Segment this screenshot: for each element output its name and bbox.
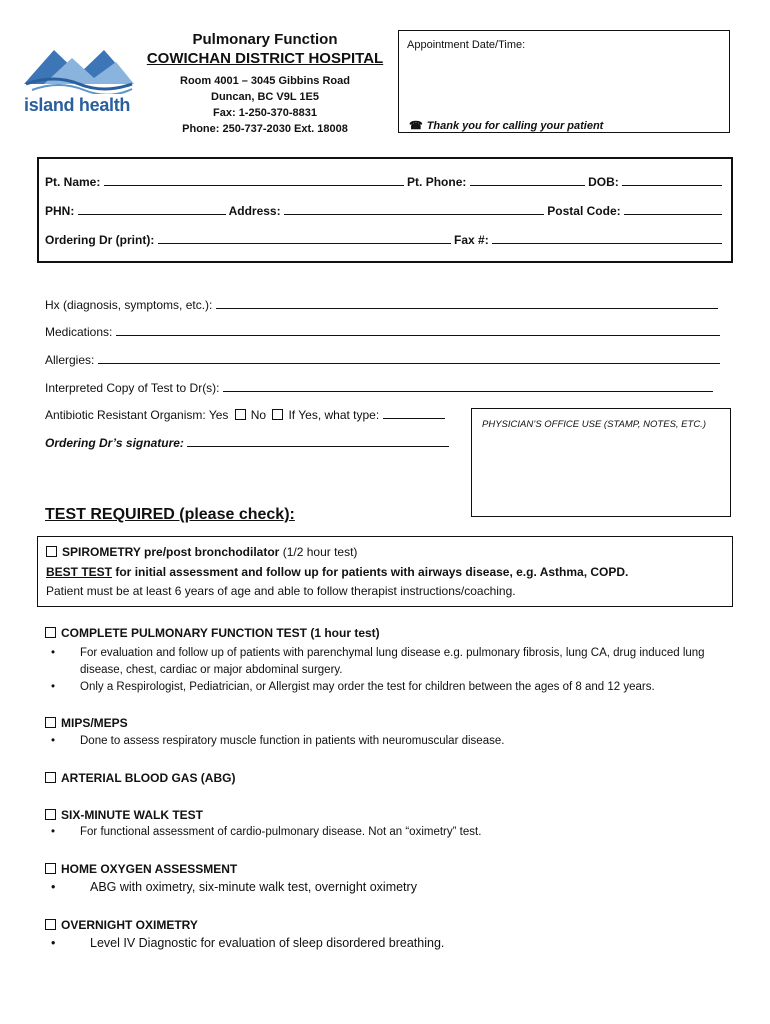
- dob-field[interactable]: [622, 173, 722, 186]
- header-info: [140, 30, 390, 137]
- island-health-logo: [24, 44, 139, 116]
- six-minute-walk-section: [45, 808, 725, 838]
- postal-code-label: Postal Code:: [547, 204, 621, 218]
- overnight-oximetry-section: [45, 918, 725, 950]
- dob-label: DOB:: [588, 175, 619, 189]
- aro-no-label: No: [250, 408, 267, 422]
- test-required-heading: TEST REQUIRED (please check):: [45, 506, 295, 523]
- mips-meps-section: [45, 716, 725, 747]
- abg-title: ARTERIAL BLOOD GAS (ABG): [61, 771, 236, 785]
- overnight-oximetry-checkbox[interactable]: [45, 919, 56, 930]
- home-oxygen-section: [45, 862, 725, 894]
- mips-meps-bullet: • Done to assess respiratory muscle function in patients with neuromuscular disease.: [45, 735, 725, 747]
- spirometry-box: [37, 536, 733, 607]
- physician-office-label: PHYSICIAN’S OFFICE USE (STAMP, NOTES, ETC.): [482, 419, 706, 430]
- fax-label: Fax #:: [454, 233, 489, 247]
- spirometry-duration: (1/2 hour test): [282, 545, 358, 559]
- complete-pft-bullet-2: • Only a Respirologist, Pediatrician, or Allergist may order the test for children between the ages of 8 and 12 years.: [45, 679, 725, 696]
- aro-type-field[interactable]: [383, 406, 445, 419]
- abg-checkbox[interactable]: [45, 772, 56, 783]
- mips-meps-checkbox[interactable]: [45, 717, 56, 728]
- address-label: Address:: [228, 204, 281, 218]
- six-minute-walk-bullet: • For functional assessment of cardio-pulmonary disease. Not an “oximetry” test.: [45, 826, 725, 838]
- thank-you-note: [409, 119, 603, 132]
- home-oxygen-checkbox[interactable]: [45, 863, 56, 874]
- page-title: Pulmonary Function: [192, 31, 338, 48]
- spirometry-title: SPIROMETRY pre/post bronchodilator: [62, 545, 280, 559]
- allergies-field[interactable]: [98, 351, 720, 364]
- aro-label: Antibiotic Resistant Organism: Yes: [45, 408, 229, 422]
- allergies-label: Allergies:: [45, 353, 95, 367]
- six-minute-walk-checkbox[interactable]: [45, 809, 56, 820]
- ordering-dr-field[interactable]: [158, 231, 451, 244]
- aro-type-label: If Yes, what type:: [288, 408, 380, 422]
- fax-number: Fax: 1-250-370-8831: [213, 107, 317, 119]
- complete-pft-title: COMPLETE PULMONARY FUNCTION TEST (1 hour test): [61, 626, 380, 640]
- overnight-oximetry-title: OVERNIGHT OXIMETRY: [61, 918, 198, 932]
- abg-section: [45, 771, 235, 785]
- signature-label: Ordering Dr’s signature:: [45, 436, 184, 450]
- patient-phone-label: Pt. Phone:: [407, 175, 467, 189]
- interpreted-copy-field[interactable]: [223, 379, 713, 392]
- thank-you-text: Thank you for calling your patient: [426, 120, 604, 132]
- patient-info-box: [37, 157, 733, 263]
- hospital-name: COWICHAN DISTRICT HOSPITAL: [146, 50, 384, 67]
- ordering-dr-label: Ordering Dr (print):: [45, 233, 155, 247]
- physician-office-box[interactable]: [471, 408, 731, 517]
- complete-pft-bullet-1: • For evaluation and follow up of patients with parenchymal lung disease e.g. pulmonary fibrosis, lung CA, drug induced lung disease, chest, cardiac or major abdominal surgery.: [45, 645, 725, 679]
- six-minute-walk-title: SIX-MINUTE WALK TEST: [61, 808, 203, 822]
- medications-field[interactable]: [116, 323, 720, 336]
- mips-meps-title: MIPS/MEPS: [61, 716, 128, 730]
- mountain-logo-icon: [24, 44, 134, 94]
- phn-field[interactable]: [78, 202, 226, 215]
- complete-pft-section: [45, 626, 725, 696]
- postal-code-field[interactable]: [624, 202, 722, 215]
- phone-icon: ☎: [409, 120, 423, 132]
- patient-phone-field[interactable]: [470, 173, 585, 186]
- hx-label: Hx (diagnosis, symptoms, etc.):: [45, 298, 213, 312]
- logo-text: island health: [24, 95, 131, 115]
- patient-name-field[interactable]: [104, 173, 404, 186]
- home-oxygen-title: HOME OXYGEN ASSESSMENT: [61, 862, 238, 876]
- spirometry-note: Patient must be at least 6 years of age and able to follow therapist instructions/coaching.: [46, 584, 516, 598]
- address-line-2: Duncan, BC V9L 1E5: [211, 91, 319, 103]
- overnight-oximetry-bullet: • Level IV Diagnostic for evaluation of sleep disordered breathing.: [45, 936, 725, 950]
- best-test-label: BEST TEST: [46, 565, 113, 579]
- aro-yes-checkbox[interactable]: [235, 409, 246, 420]
- fax-field[interactable]: [492, 231, 722, 244]
- interpreted-copy-label: Interpreted Copy of Test to Dr(s):: [45, 381, 220, 395]
- signature-field[interactable]: [187, 434, 449, 447]
- complete-pft-checkbox[interactable]: [45, 627, 56, 638]
- phn-label: PHN:: [45, 204, 75, 218]
- appointment-box[interactable]: [398, 30, 730, 133]
- best-test-description: for initial assessment and follow up for patients with airways disease, e.g. Asthma, COPD.: [115, 565, 629, 579]
- address-line-1: Room 4001 – 3045 Gibbins Road: [180, 75, 350, 87]
- medications-label: Medications:: [45, 325, 113, 339]
- appointment-label: Appointment Date/Time:: [407, 39, 526, 51]
- aro-no-checkbox[interactable]: [272, 409, 283, 420]
- address-field[interactable]: [284, 202, 544, 215]
- home-oxygen-bullet: • ABG with oximetry, six-minute walk test, overnight oximetry: [45, 880, 725, 894]
- phone-number: Phone: 250-737-2030 Ext. 18008: [182, 123, 348, 135]
- spirometry-checkbox[interactable]: [46, 546, 57, 557]
- patient-name-label: Pt. Name:: [45, 175, 101, 189]
- hx-field[interactable]: [216, 296, 718, 309]
